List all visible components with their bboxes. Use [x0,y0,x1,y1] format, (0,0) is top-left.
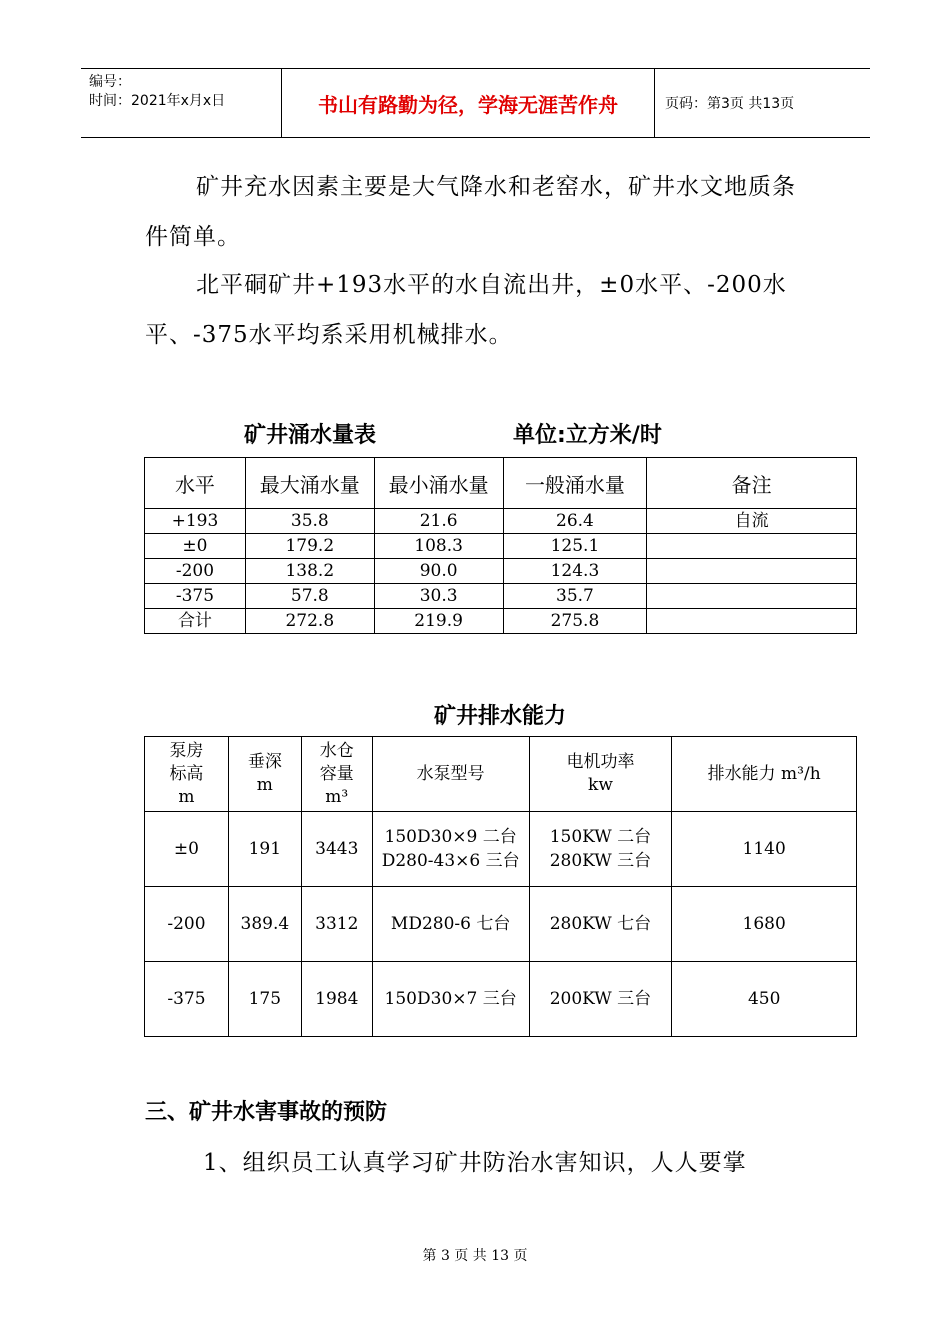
table-cell: -200 [145,559,246,584]
table-cell: 108.3 [374,534,503,559]
header-meta [89,73,225,111]
table-cell: 389.4 [228,887,301,962]
table-row [145,812,857,887]
paragraph-water-sources: 矿井充水因素主要是大气降水和老窑水，矿井水文地质条件简单。 [145,174,796,250]
table1-title: 矿井涌水量表 [244,423,377,448]
document-date-label: 时间：2021年x月x日 [89,93,226,109]
table-cell: 275.8 [503,609,647,634]
table-cell: ±0 [145,812,229,887]
table-cell: 35.7 [503,584,647,609]
column-header: 电机功率 kw [529,737,672,812]
drainage-capacity-table [144,736,857,1037]
table-cell: 1140 [672,812,857,887]
table-cell: 35.8 [245,509,374,534]
table-cell: 200KW 三台 [529,962,672,1037]
table-cell: -200 [145,887,229,962]
header-page-number: 页码：第3页 共13页 [665,96,795,112]
water-inflow-table [144,457,857,634]
table-cell: 124.3 [503,559,647,584]
table-cell: 125.1 [503,534,647,559]
column-header: 备注 [647,458,857,509]
table-row [145,887,857,962]
table-cell: 150D30×9 二台 D280-43×6 三台 [372,812,529,887]
column-header: 排水能力 m³/h [672,737,857,812]
table-cell: 合计 [145,609,246,634]
table-total-row [145,609,857,634]
table-row [145,559,857,584]
table-cell: 1984 [301,962,372,1037]
table-cell [647,559,857,584]
table-cell: 179.2 [245,534,374,559]
table-cell: -375 [145,584,246,609]
table-cell: -375 [145,962,229,1037]
table-cell: 272.8 [245,609,374,634]
table-cell: MD280-6 七台 [372,887,529,962]
table-cell: 30.3 [374,584,503,609]
table-cell: 1680 [672,887,857,962]
paragraph-drainage-method: 北平硐矿井+193水平的水自流出井，±0水平、-200水平、-375水平均系采用机械排水。 [145,272,787,348]
table1-unit: 单位:立方米/时 [513,423,662,448]
table-row [145,534,857,559]
table-cell [647,609,857,634]
document-number-label: 编号： [89,74,131,90]
table-cell: 450 [672,962,857,1037]
column-header: 最小涌水量 [374,458,503,509]
table-cell: 219.9 [374,609,503,634]
table-cell: +193 [145,509,246,534]
table-cell: 175 [228,962,301,1037]
table-cell: 21.6 [374,509,503,534]
page-footer: 第 3 页 共 13 页 [422,1248,528,1264]
table-cell [647,534,857,559]
column-header: 垂深 m [228,737,301,812]
table-cell: ±0 [145,534,246,559]
table-cell: 26.4 [503,509,647,534]
paragraph-prevention-item-1: 1、组织员工认真学习矿井防治水害知识，人人要掌 [203,1150,747,1176]
column-header: 最大涌水量 [245,458,374,509]
header-motto: 书山有路勤为径，学海无涯苦作舟 [318,92,618,117]
table-cell: 138.2 [245,559,374,584]
table-cell: 191 [228,812,301,887]
column-header: 泵房 标高 m [145,737,229,812]
column-header: 水仓 容量 m³ [301,737,372,812]
table-cell: 150D30×7 三台 [372,962,529,1037]
table-cell: 自流 [647,509,857,534]
table-cell: 90.0 [374,559,503,584]
table-cell: 150KW 二台 280KW 三台 [529,812,672,887]
table-cell: 57.8 [245,584,374,609]
table-row [145,509,857,534]
table-cell [647,584,857,609]
table-header-row [145,458,857,509]
table-cell: 3443 [301,812,372,887]
column-header: 一般涌水量 [503,458,647,509]
column-header: 水平 [145,458,246,509]
table-cell: 3312 [301,887,372,962]
column-header: 水泵型号 [372,737,529,812]
page-header [81,68,870,138]
table-cell: 280KW 七台 [529,887,672,962]
table-row [145,584,857,609]
section-heading: 三、矿井水害事故的预防 [145,1100,388,1125]
table-row [145,962,857,1037]
table-header-row [145,737,857,812]
table2-title: 矿井排水能力 [433,704,566,729]
header-divider [654,69,655,137]
